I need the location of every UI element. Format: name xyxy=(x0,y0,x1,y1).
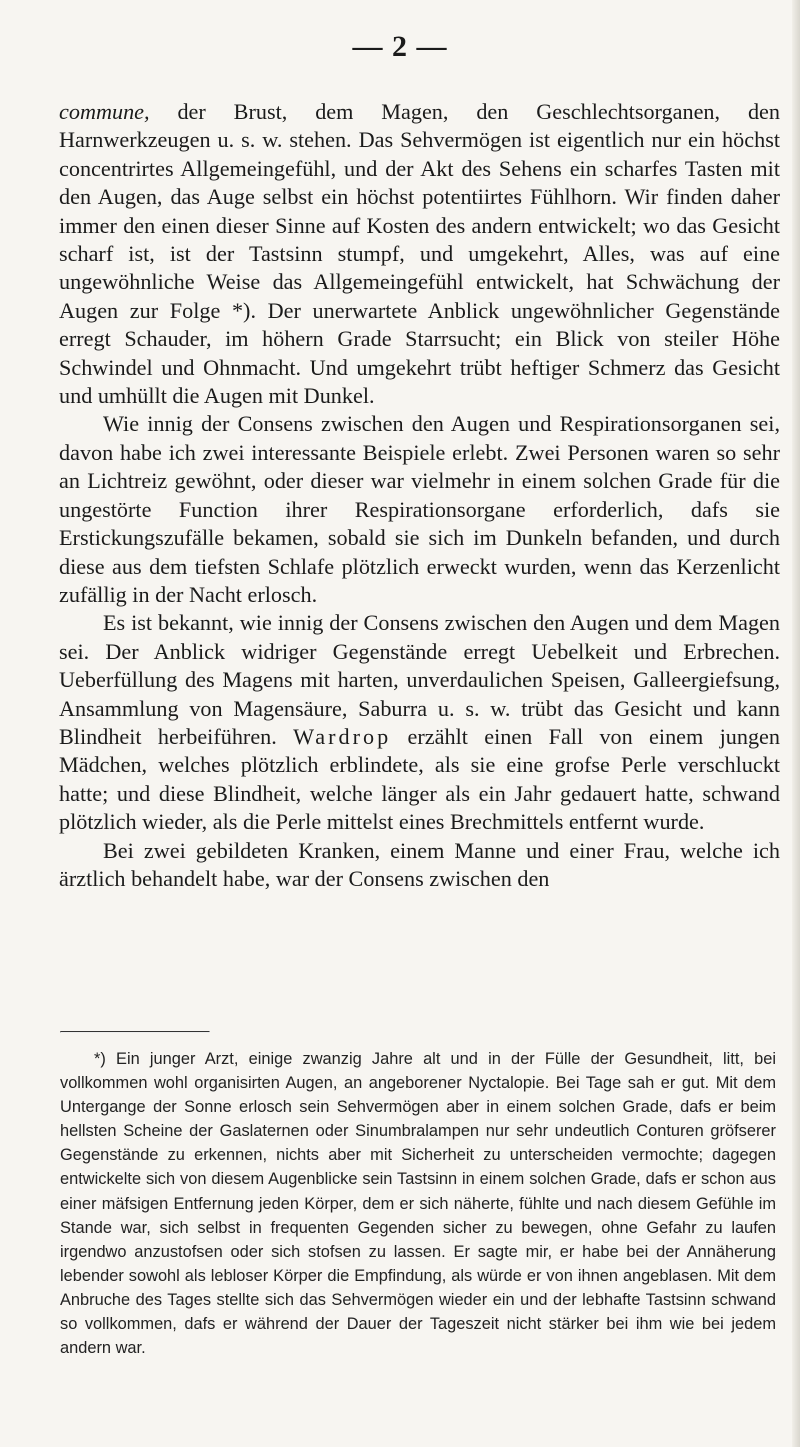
italic-lead-word: commune, xyxy=(59,99,150,124)
paragraph-4: Bei zwei gebildeten Kranken, einem Manne und einer Frau, welche ich ärztlich behandelt habe, war der Consens zwischen den xyxy=(59,837,780,891)
author-name-wardrop: Wardrop xyxy=(293,723,392,749)
page-number: — 2 — xyxy=(352,30,448,63)
paragraph-2: Wie innig der Consens zwischen den Augen und Respirationsorganen sei, davon habe ich zwei interessante Beispiele erlebt. Zwei Personen waren so sehr an Lichtreiz gewöhnt, oder dieser war vielmehr in einem solchen Grade für die ungestörte Function ihrer Respirationsorgane erforderlich, dafs sie Erstickungszufälle bekamen, sobald sie sich im Dunkeln befanden, und durch diese aus dem tiefsten Schlafe plötzlich erweckt wurden, wenn das Kerzenlicht zufällig in der Nacht erlosch. xyxy=(59,411,780,607)
page-edge-shadow xyxy=(792,0,800,1447)
paragraph-3 xyxy=(59,609,780,836)
paragraph-1-text: der Brust, dem Magen, den Geschlechtsorganen, den Harnwerkzeugen u. s. w. stehen. Das Sehvermögen ist eigentlich nur ein höchst concentrirtes Allgemeingefühl, und der Akt des Sehens ein scharfes Tasten mit den Augen, das Auge selbst ein höchst potentiirtes Fühlhorn. Wir finden daher immer den einen dieser Sinne auf Kosten des andern entwickelt; wo das Gesicht scharf ist, ist der Tastsinn stumpf, und umgekehrt, Alles, was auf eine ungewöhnliche Weise das Allgemeingefühl entwickelt, hat Schwächung der Augen zur Folge *). Der unerwartete Anblick ungewöhnlicher Gegenstände erregt Schauder, im höhern Grade Starrsucht; ein Blick von steiler Höhe Schwindel und Ohnmacht. Und umgekehrt trübt heftiger Schmerz das Gesicht und umhüllt die Augen mit Dunkel. xyxy=(59,99,780,409)
paragraph-1 xyxy=(59,98,780,410)
main-text xyxy=(59,98,780,893)
footnote: *) Ein junger Arzt, einige zwanzig Jahre alt und in der Fülle der Gesundheit, litt, bei vollkommen wohl organisirten Augen, an angeborener Nyctalopie. Bei Tage sah er gut. Mit dem Untergange der Sonne erlosch sein Sehvermögen aber in einem solchen Grade, dafs er beim hellsten Scheine der Gaslaternen oder Sinumbralampen nur sehr undeutlich Conturen gröfserer Gegenstände zu erkennen, nichts aber mit Sicherheit zu unterscheiden vermochte; dagegen entwickelte sich von diesem Augenblicke sein Tastsinn in einem solchen Grade, dafs er schon aus einer mäfsigen Entfernung jeden Körper, dem er sich näherte, fühlte und nach diesem Gefühle im Stande war, sich selbst in frequenten Gegenden sicher zu bewegen, ohne Gefahr zu laufen irgendwo anzustofsen oder sich stofsen zu lassen. Er sagte mir, er habe bei der Annäherung lebender sowohl als lebloser Körper die Empfindung, als würde er von ihnen angeblasen. Mit dem Anbruche des Tages stellte sich das Sehvermögen wieder ein und der lebhafte Tastsinn schwand so vollkommen, dafs er während der Dauer der Tageszeit nicht stärker bei ihm wie bei jedem andern war. xyxy=(60,1050,776,1358)
footnote-divider xyxy=(60,1031,210,1033)
paragraph-3-text-before: Es ist bekannt, wie innig der Consens zwischen den Augen und dem Magen sei. Der Anblick widriger Gegenstände erregt Uebelkeit und Erbrechen. Ueberfüllung des Magens mit harten, unverdaulichen Speisen, Galleergiefsung, Ansammlung von Magensäure, Saburra u. s. w. trübt das Gesicht und kann Blindheit herbeiführen. xyxy=(59,610,780,749)
paragraph-3-text-after: erzählt einen Fall von einem jungen Mädchen, welches plötzlich erblindete, als sie eine grofse Perle verschluckt hatte; und diese Blindheit, welche länger als ein Jahr gedauert hatte, schwand plötzlich wieder, als die Perle mittelst eines Brechmittels entfernt wurde. xyxy=(59,723,780,835)
